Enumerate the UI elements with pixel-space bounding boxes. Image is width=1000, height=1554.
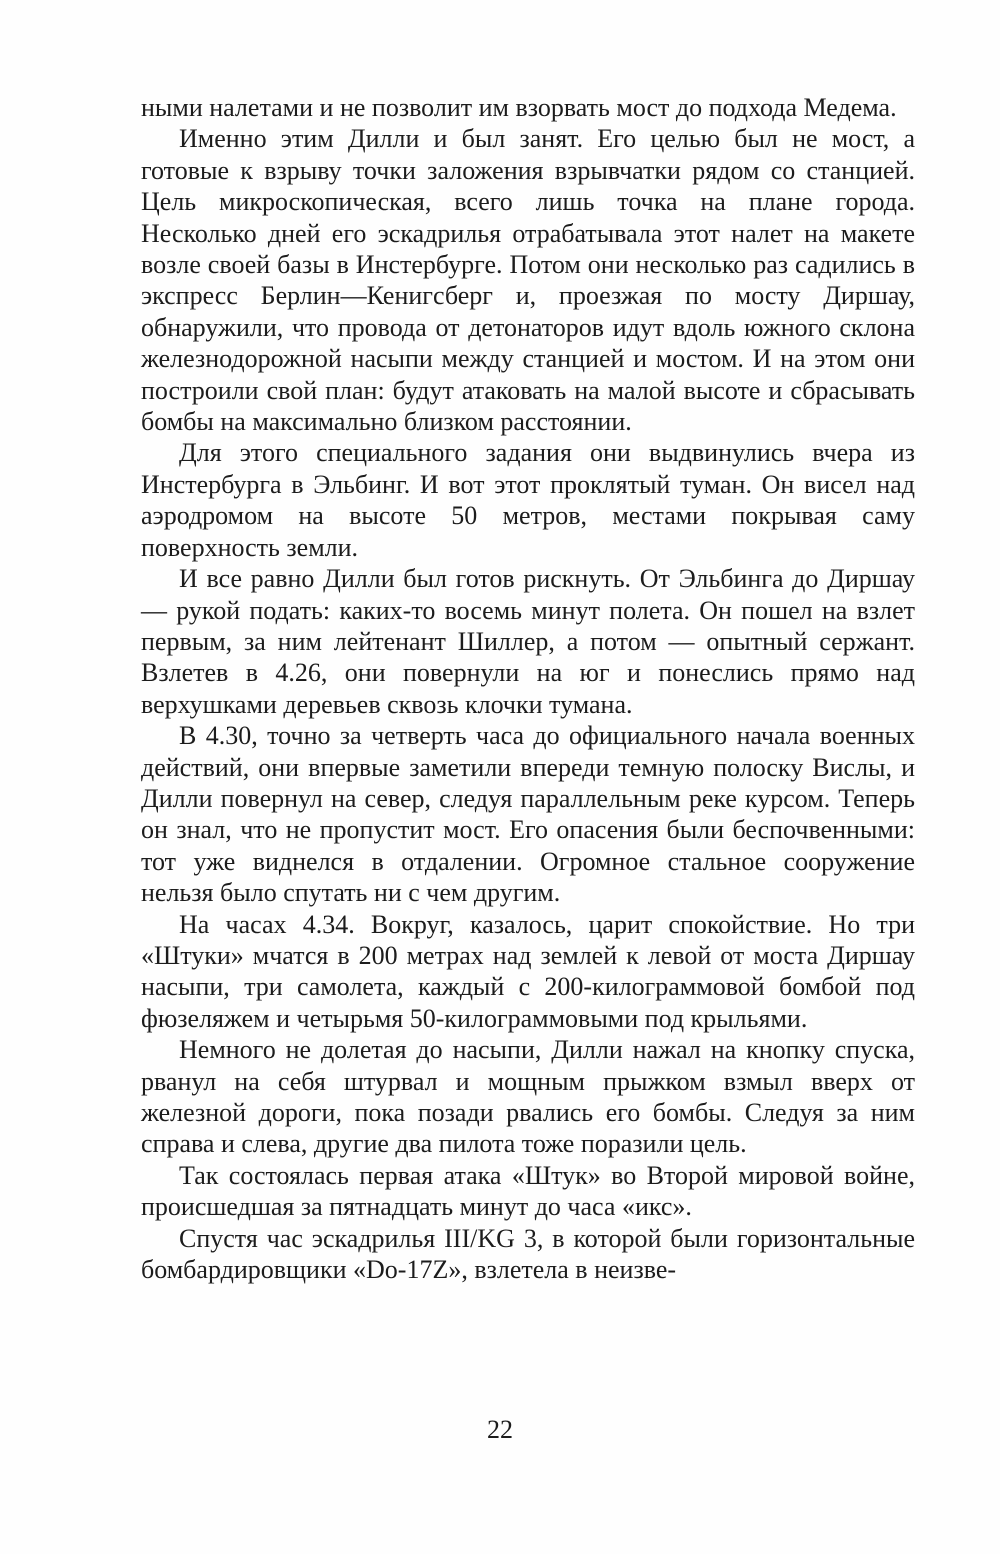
paragraph-elbing-fog: Для этого специального задания они выдвинулись вчера из Инстербурга в Эльбинг. И вот этот проклятый туман. Он висел над аэродромом на высоте 50 метров, местами покрывая саму поверхность земли.: [141, 438, 915, 562]
page-number: 22: [487, 1415, 513, 1444]
paragraph-continuation: ными налетами и не позволит им взорвать мост до подхода Медема.: [141, 93, 897, 122]
paragraph-takeoff: И все равно Дилли был готов рискнуть. От Эльбинга до Диршау — рукой подать: каких-то восемь минут полета. Он пошел на взлет первым, за ним лейтенант Шиллер, а потом — опытный сержант. Взлетев в 4.26, они повернули на юг и понеслись прямо над верхушками деревьев сквозь клочки тумана.: [141, 564, 915, 719]
paragraph-bomb-release: Немного не долетая до насыпи, Дилли нажал на кнопку спуска, рванул на себя штурвал и мощным прыжком взмыл вверх от железной дороги, пока позади рвались его бомбы. Следуя за ним справа и слева, другие два пилота тоже поразили цель.: [141, 1035, 915, 1159]
paragraph-dilly-target: Именно этим Дилли и был занят. Его целью был не мост, а готовые к взрыву точки заложения взрывчатки рядом со станцией. Цель микроскопическая, всего лишь точка на плане города. Несколько дней его эскадрилья отрабатывала этот налет на макете возле своей базы в Инстербурге. Потом они несколько раз садились в экспресс Берлин—Кенигсберг и, проезжая по мосту Диршау, обнаружили, что провода от детонаторов идут вдоль южного склона железнодорожной насыпи между станцией и мостом. И на этом они построили свой план: будут атаковать на малой высоте и сбрасывать бомбы на максимально близком расстоянии.: [141, 124, 915, 437]
body-text: [141, 92, 915, 1285]
paragraph-vistula: В 4.30, точно за четверть часа до официального начала военных действий, они впервые заметили впереди темную полоску Вислы, и Дилли повернул на север, следуя параллельным реке курсом. Теперь он знал, что не пропустит мост. Его опасения были беспочвенными: тот уже виднелся в отдалении. Огромное стальное сооружение нельзя было спутать ни с чем другим.: [141, 721, 915, 908]
paragraph-kg3: Спустя час эскадрилья III/KG 3, в которой были горизонтальные бомбардировщики «Do-17Z», взлетела в неизве-: [141, 1223, 915, 1285]
paragraph-first-attack: Так состоялась первая атака «Штук» во Второй мировой войне, происшедшая за пятнадцать минут до часа «икс».: [141, 1160, 915, 1222]
paragraph-stukas: На часах 4.34. Вокруг, казалось, царит спокойствие. Но три «Штуки» мчатся в 200 метрах над землей к левой от моста Диршау насыпи, три самолета, каждый с 200-килограммовой бомбой под фюзеляжем и четырьмя 50-килограммовыми под крыльями.: [141, 909, 915, 1033]
